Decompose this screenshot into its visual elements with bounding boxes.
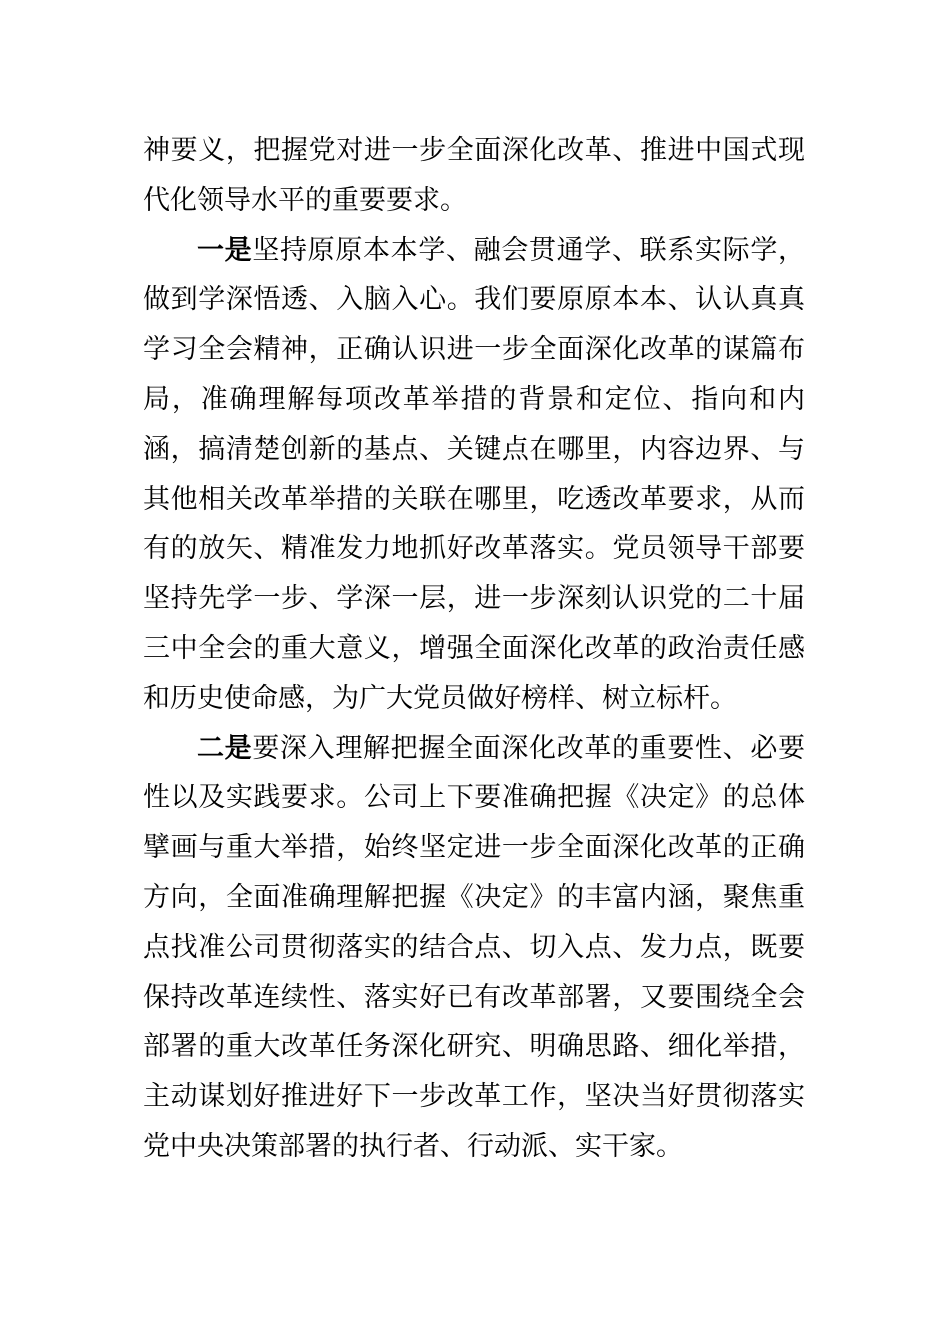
paragraph-point-one bbox=[143, 226, 805, 724]
paragraph-text: 要深入理解把握全面深化改革的重要性、必要性以及实践要求。公司上下要准确把握《决定》的总体擘画与重大举措，始终坚定进一步全面深化改革的正确方向，全面准确理解把握《决定》的丰富内涵，聚焦重点找准公司贯彻落实的结合点、切入点、发力点，既要保持改革连续性、落实好已有改革部署，又要围绕全会部署的重大改革任务深化研究、明确思路、细化举措，主动谋划好推进好下一步改革工作，坚决当好贯彻落实党中央决策部署的执行者、行动派、实干家。 bbox=[143, 732, 806, 1162]
paragraph-text: 坚持原原本本学、融会贯通学、联系实际学，做到学深悟透、入脑入心。我们要原原本本、认认真真学习全会精神，正确认识进一步全面深化改革的谋篇布局，准确理解每项改革举措的背景和定位、指向和内涵，搞清楚创新的基点、关键点在哪里，内容边界、与其他相关改革举措的关联在哪里，吃透改革要求，从而有的放矢、精准发力地抓好改革落实。党员领导干部要坚持先学一步、学深一层，进一步深刻认识党的二十届三中全会的重大意义，增强全面深化改革的政治责任感和历史使命感，为广大党员做好榜样、树立标杆。 bbox=[143, 234, 806, 714]
paragraph-text: 神要义，把握党对进一步全面深化改革、推进中国式现代化领导水平的重要要求。 bbox=[143, 135, 805, 216]
paragraph-point-two bbox=[143, 724, 805, 1172]
paragraph-continuation bbox=[143, 126, 805, 226]
paragraph-lead: 一是 bbox=[197, 234, 253, 266]
document-body bbox=[143, 126, 805, 1172]
paragraph-lead: 二是 bbox=[197, 732, 253, 764]
